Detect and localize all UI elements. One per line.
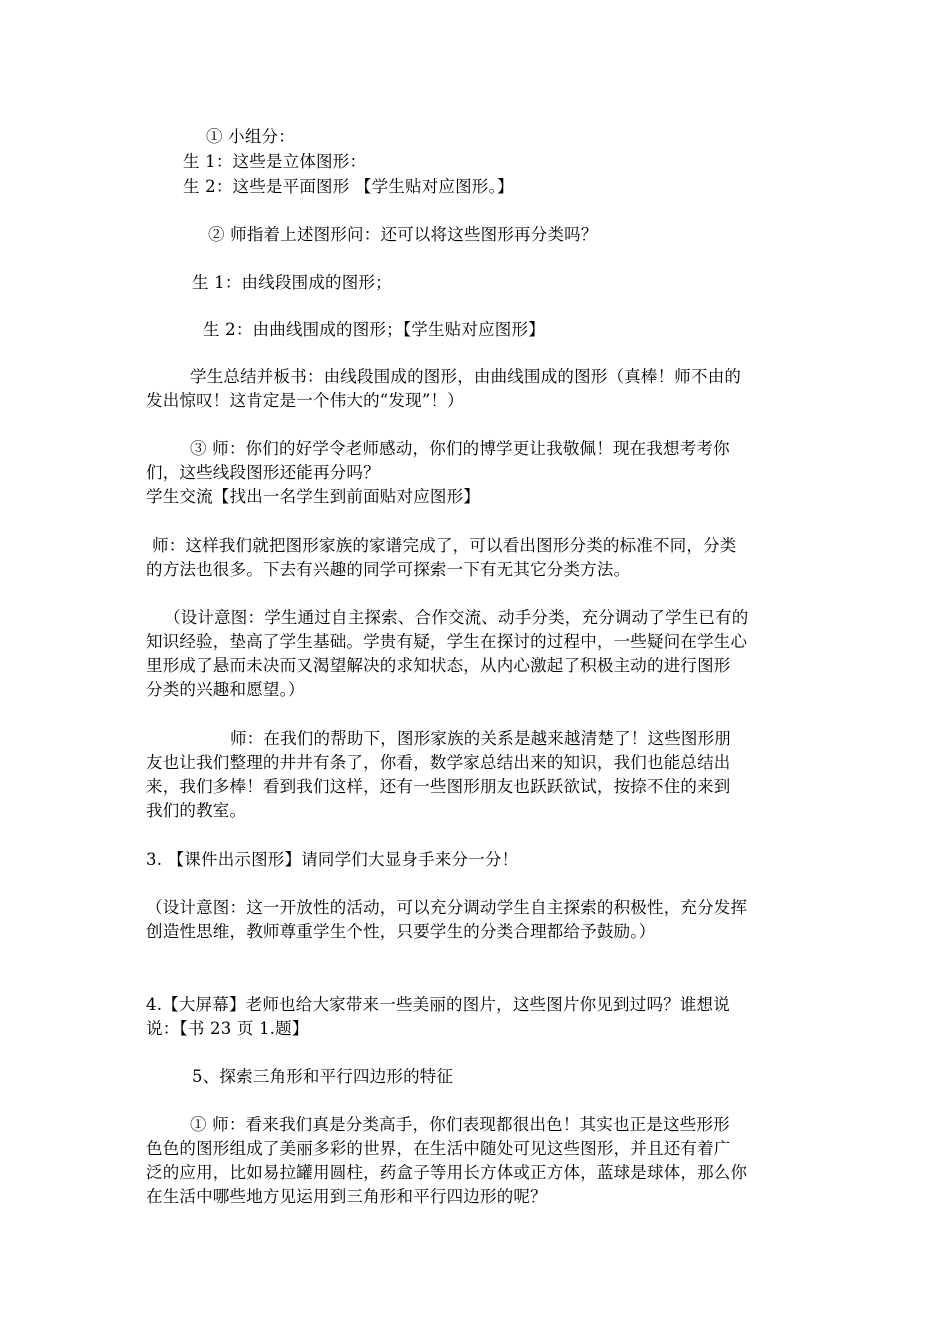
paragraph [146, 993, 812, 1041]
paragraph [146, 606, 812, 702]
text-line: 友也让我们整理的井井有条了，你看，数学家总结出来的知识，我们也能总结出 [146, 753, 731, 772]
text-line: ① 师：看来我们真是分类高手，你们表现都很出色！其实也正是这些形形 [190, 1115, 730, 1134]
text-line: 学生总结并板书：由线段围成的图形，由曲线围成的图形（真棒！师不由的 [190, 367, 742, 386]
paragraph [146, 534, 812, 582]
paragraph [146, 437, 812, 485]
text-line: 师：这样我们就把图形家族的家谱完成了，可以看出图形分类的标准不同，分类 [152, 536, 737, 555]
text-line: ② 师指着上述图形问：还可以将这些图形再分类吗？ [208, 225, 598, 244]
text-line: 5、探索三角形和平行四边形的特征 [192, 1067, 454, 1086]
text-line: 4.【大屏幕】老师也给大家带来一些美丽的图片，这些图片你见到过吗？谁想说 [146, 995, 730, 1014]
text-line: （设计意图：这一开放性的活动，可以充分调动学生自主探索的积极性，充分发挥 [146, 898, 748, 917]
paragraph [146, 727, 812, 823]
text-line: 创造性思维，教师尊重学生个性，只要学生的分类合理都给予鼓励。） [146, 922, 656, 941]
paragraph [146, 1113, 812, 1209]
text-line: 生 2：由曲线围成的图形；【学生贴对应图形】 [203, 320, 545, 339]
text-line: 师：在我们的帮助下，图形家族的关系是越来越清楚了！这些图形朋 [230, 729, 731, 748]
text-line: 泛的应用，比如易拉罐用圆柱，药盒子等用长方体或正方体，蓝球是球体，那么你 [146, 1163, 748, 1182]
text-line: ③ 师：你们的好学令老师感动，你们的博学更让我敬佩！现在我想考考你 [190, 439, 730, 458]
text-line: 分类的兴趣和愿望。） [146, 680, 305, 699]
text-line: 说：【书 23 页 1.题】 [146, 1019, 309, 1038]
text-line: 来，我们多棒！看到我们这样，还有一些图形朋友也跃跃欲试，按捺不住的来到 [146, 777, 731, 796]
text-line: （设计意图：学生通过自主探索、合作交流、动手分类，充分调动了学生已有的 [164, 608, 749, 627]
text-line: 发出惊叹！这肯定是一个伟大的“发现”！） [146, 391, 464, 410]
text-line: 生 1：由线段围成的图形； [192, 273, 392, 292]
text-line: 生 2：这些是平面图形 【学生贴对应图形。】 [183, 177, 514, 196]
paragraph [146, 365, 812, 413]
text-line: 的方法也很多。下去有兴趣的同学可探索一下有无其它分类方法。 [146, 560, 631, 579]
text-line: 生 1：这些是立体图形： [183, 152, 367, 171]
text-line: 学生交流【找出一名学生到前面贴对应图形】 [146, 487, 480, 506]
text-line: 在生活中哪些地方见运用到三角形和平行四边形的呢？ [146, 1187, 547, 1206]
text-line: 知识经验，垫高了学生基础。学贵有疑，学生在探讨的过程中，一些疑问在学生心 [146, 632, 748, 651]
text-line: 3. 【课件出示图形】请同学们大显身手来分一分！ [146, 850, 519, 869]
text-line: ① 小组分： [206, 127, 295, 146]
text-line: 色色的图形组成了美丽多彩的世界，在生活中随处可见这些图形，并且还有着广 [146, 1139, 731, 1158]
text-line: 里形成了悬而未决而又渴望解决的求知状态，从内心激起了积极主动的进行图形 [146, 656, 731, 675]
paragraph [146, 896, 812, 944]
text-line: 我们的教室。 [146, 801, 247, 820]
text-line: 们，这些线段图形还能再分吗？ [146, 463, 380, 482]
